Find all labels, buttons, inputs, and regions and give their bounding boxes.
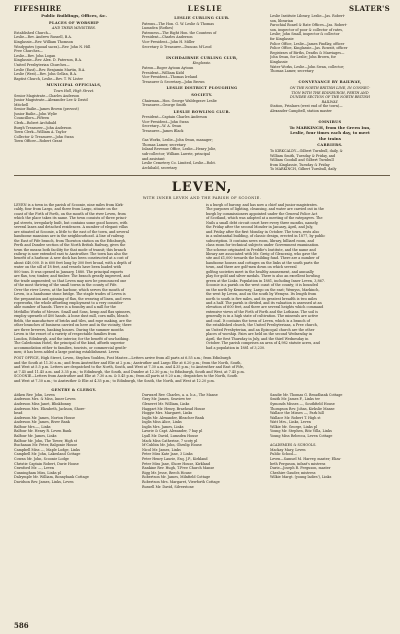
text-line: are three brewers, banking houses. During the summer months <box>14 327 124 332</box>
text-line: London, Edinburgh, and the interior, for the benefit of sea-bathing. <box>14 336 130 341</box>
text-line: about £40,000. It is 600 feet long by 300 feet broad, with a depth of <box>14 260 132 265</box>
text-line: Over the river Leven, at the harbour, which serves the mouth of <box>14 287 125 292</box>
text-line: The Caledonian Hotel, the principal of the kind, affords superior <box>14 341 125 346</box>
text-line: on the north by Kennoway; Largo on the east; Wemyss, Markinch, <box>206 287 320 292</box>
text-line: Clerk—Robert Archibald <box>14 121 57 126</box>
list-item: Watt Mrs., Links, Leven <box>270 420 311 425</box>
text-line: Registrars of Births, Deaths & Marriages— <box>270 50 345 55</box>
text-line: LESLIE DISTRICT PLOUGHING <box>166 86 238 91</box>
text-line: the trade augmented; so that Leven may now be pronounced one <box>14 278 127 283</box>
text-line: Secretary & Treasurer—Duncan M'Leod <box>142 44 212 49</box>
text-line: Senior Bailie—James Brown (provost) <box>14 107 79 112</box>
list-item: Public School— <box>270 452 297 457</box>
text-line: President—Charles Anderson <box>142 35 193 40</box>
text-line: an United Presbyterian, and an Episcopal church are the other <box>206 327 315 332</box>
list-item: Anderson Mr. James, River Bank <box>14 420 70 425</box>
list-item: Young Mr. Stephen, Ritz Villa, Links <box>270 429 332 434</box>
list-item: Wallace Mr. Robert T. High st <box>270 415 321 420</box>
text-line: of Scotland, which was adopted at a meeting of the ratepayers. The <box>206 216 323 221</box>
text-line: Police Office, Leslie—James Findlay, officer <box>270 41 345 46</box>
page-number: 586 <box>14 621 29 630</box>
text-line: the west by Leven, and on the south by Wemyss. Its length from <box>206 292 317 297</box>
text-line: fields, the manufacture of bricks and tiles, and rope making, are the <box>14 318 132 323</box>
list-item: Durie—Joseph R. Ferguson, master <box>270 466 331 471</box>
list-item: Crawford Mr. —, Leven <box>14 466 55 471</box>
text-line: United Presbyterian Churches— <box>14 62 70 67</box>
section-title: Public Buildings, Offices, &c. <box>41 14 107 18</box>
text-line: Burgh Treasurer—John Anderson <box>14 125 72 130</box>
text-line: TION WITH THE EDINBURGH, PERTH AND <box>291 90 369 95</box>
text-line: and Friday after the first Monday in October. The town, rests also <box>206 229 320 234</box>
list-item: Balfour Mr. Henry R. Leven Bank <box>14 429 72 434</box>
list-item: Campbell Mr. John, Lakesland Cottage <box>14 452 81 457</box>
text-line: caldy, four from Largo, and three from Largo, situate on the <box>14 207 118 212</box>
place-subtitle: WITH INNER LEVEN AND THE PARISH OF SCOONIE. <box>142 196 262 200</box>
list-item: Anderson Mrs. & Miss, Inner Leven <box>14 397 76 402</box>
place-title: LEVEN, <box>171 180 233 195</box>
list-item: Rankine Rev. Hugh, T.Free Church Manse <box>142 466 215 471</box>
text-line: John Swan, for Leslie; John Brown, for <box>270 55 336 60</box>
text-line: Scoonie is a parish on the west coast of the county; it is bounded <box>206 283 318 288</box>
list-item: Cunningham Miss, Links pl <box>14 470 61 475</box>
list-item: Balfour Mr. James, Links <box>14 434 57 439</box>
post-line: and West at 7.30 a.m.; to Anstruther & Elie at 4.35 p.m.; to Edinburgh, the South, the North, and West at 12.20 p.m. <box>14 378 215 383</box>
text-line: AND THEIR MINISTERS. <box>52 26 96 31</box>
list-item: Wilkie Margt. (young ladies'), Links <box>270 475 332 480</box>
text-line: green at the Links. Population in 1881, including Inner Leven, 3,867. <box>206 278 325 283</box>
text-line: The purposes of lighting, cleansing, and water are carried out in the <box>206 207 324 212</box>
text-line: Leslie; John Small, inspector & collector <box>270 32 340 37</box>
text-line: golfing societies meet in the healthy amusement, and annually <box>206 269 314 274</box>
list-item: Anderson Mrs. Elizabeth, Jackson, Shore- <box>14 406 86 411</box>
list-item: Cheshire Gauder, mistress <box>270 470 316 475</box>
text-line: MUNICIPAL OFFICIALS, <box>46 83 102 88</box>
list-item: Rigg Mr. Jesse, Beech House <box>142 470 192 475</box>
text-line: Town Officer—Robert Grant <box>14 139 63 144</box>
text-line: is a burgh of barony, and has now a chief and junior magistrates. <box>206 203 318 207</box>
text-line: town, and there are golf-men down on which several <box>206 265 297 270</box>
list-item: Balfour Mrs.—, Links <box>14 424 51 429</box>
text-line: the Friday after the second Monder in January, April, and July, <box>206 225 314 230</box>
top-column-1-lines <box>14 19 134 144</box>
text-line: President—William Kidd <box>142 70 184 75</box>
text-line: Town Hall, High Street. <box>53 88 95 93</box>
top-column-2 <box>142 14 262 172</box>
list-item: Lyall Mr. David, Lumsden House <box>142 434 199 439</box>
text-line: Methilbo Works of Messrs. Small and Sons, hemp and flax spinners, <box>14 309 132 314</box>
text-line: Secretary—W. A. Swan <box>142 124 182 129</box>
text-line: OMNIBUS <box>318 120 342 125</box>
text-line: INCHDAIRNIE CURLING CLUB, <box>166 55 238 60</box>
text-line: site and £1,000 towards the building fund. There are a number of <box>206 256 320 261</box>
list-item: Haggart Mr. Henry, Braehead House <box>142 406 206 411</box>
list-item: Peter Miss Kate Jane, 3 Links <box>142 452 193 457</box>
text-line: Town Clerk—William A. Taylor <box>14 130 67 135</box>
list-item: Peter Miss Jane, Shore House, Kirkland <box>142 461 211 466</box>
text-line: class room for technical subjects under Government examination. <box>206 243 320 248</box>
text-line: Vice-President—John H. Miller <box>142 39 195 44</box>
text-line: 800 tons. It was opened in January, 1880. The principal exports <box>14 269 124 274</box>
top-column-2-lines <box>142 14 262 170</box>
top-column-3-lines <box>270 14 390 172</box>
text-line: Leslie (West)—Rev. John Gellan, B.A. <box>14 72 78 77</box>
text-line: son, inspector of poor & collector of rates, <box>270 27 344 32</box>
description-right <box>206 203 390 354</box>
text-line: Treasurer—James Black <box>142 129 184 134</box>
text-line: Leven is the resort of a variety of respectable families from <box>14 332 117 337</box>
list-item: Sandie Mr. Thomas G. Broadbank Cottage <box>270 392 343 397</box>
section-divider <box>14 175 390 176</box>
text-line: play for gold and silver medals. There is also an excellent bowling <box>206 274 320 279</box>
list-item: Mackay Mary, Leven <box>270 447 306 452</box>
text-line: To MARKINCH, from the Green Inn, <box>289 124 371 130</box>
text-line: the established church, the United Presbyterians, a Free church, <box>206 323 318 328</box>
text-line: Mitchell <box>14 102 29 107</box>
list-item: Nicol Mr. James, Links <box>142 447 181 452</box>
list-item: Wilkie Mr. George, Links pl <box>270 424 318 429</box>
text-line: Patrons—The Hon. G. W. Leslie & Thomas <box>142 21 214 26</box>
text-line: RAILWAY. <box>321 99 339 104</box>
text-line: able number of hands. There is a foundry and a mill for the <box>14 305 116 310</box>
list-item: Robertson Mrs. Margaret, Viewforth Cottage <box>142 480 220 484</box>
text-line: several lanes and detached residences. A number of elegant villas <box>14 225 128 230</box>
header-county: FIFESHIRE <box>14 4 62 13</box>
text-line: are flax, tow, timber, and timber. The branch greatly improved, and <box>14 274 130 279</box>
post-line: and the South at 11.30 a.m.; and from Anstruther and Elie at 2 p.m.; Anstruther and Largo Elie at 6.20 p.m.; from the North, South, <box>14 360 242 365</box>
text-line: Kinglassie—Rev. Alex. D. Paterson, B.A. <box>14 58 82 63</box>
list-item: Inglis Mr. Alexander, Bleacher Bank <box>142 415 204 420</box>
text-line: places of worship. Fairs are held on the second Wednesday in <box>206 332 313 337</box>
text-line: railway is now extended east to Anstruther. The town has also the <box>14 251 128 256</box>
text-line: Senior Magistrate—Charles Anderson <box>14 93 80 98</box>
text-line: CONVEYANCE BY RAILWAY, <box>298 80 362 85</box>
text-line: employ upwards of 400 hands. A bone dust mill, corn mills, bleach <box>14 314 129 319</box>
text-line: accommodation either to families, tourists, or commercial gentle- <box>14 345 127 350</box>
list-item: head <box>14 411 23 416</box>
text-line: extensive views of the Firth of Forth and the Lothians. The soil is <box>206 309 319 314</box>
text-line: are situated at Scoonie, a little to the east of the town, and several <box>14 229 129 234</box>
text-line: Water Works, Leslie—John Swan, collector; <box>270 64 345 69</box>
text-line: the East of Fife branch, from Thornton station on the Edinburgh, <box>14 238 126 243</box>
text-line: other branches of business carried on here and in the vicinity; there <box>14 323 132 328</box>
text-line: Councillors—Fifteen <box>14 116 50 121</box>
text-line: Leslie Institute Library, Leslie—Jas. Robert- <box>270 14 346 18</box>
text-line: Established Church— <box>14 30 52 35</box>
text-line: LEVEN is a town in the parish of Scoonie, nine miles from Kirk- <box>14 203 124 207</box>
directory-page <box>14 4 390 630</box>
text-line: benefit of a harbour. A new dock has been constructed at a cost of <box>14 256 129 261</box>
list-item: Aitken Rev. John, Leven <box>14 392 55 397</box>
text-line: Leslie, four times each day, to meet <box>290 130 370 136</box>
post-line: and West at 5.5 p.m. Letters are despatched to the North, South, and West at 7.30 a.m. and 4.35 p.m.; to Anstruther and East of Fife, <box>14 365 244 370</box>
text-line: Perth and Dundee section of the North British Railway, gives the <box>14 243 126 248</box>
text-line: LESLIE CURLING CLUB. <box>174 16 230 20</box>
post-line: at 7.45 and 11.45 a.m. and 3.35 p.m.; to Edinburgh, the South, and Dundee at 12.30 p.m.; to Edinburgh, South and West, at 7.45 p.m. <box>14 369 245 374</box>
text-line: Junior Magistrate—Alexander Lee & David <box>14 98 88 103</box>
post-line: SCOONIE—Letters from Anstruther and Elie at 7.30 a.m. & 5.45 p.m.; from all parts at 9.20 a.m.; despatches to the North, South <box>14 374 238 379</box>
text-line: Gas Works, Leslie—John Swan, manager; <box>142 138 213 143</box>
list-item: Campbell Miss —, Maple Lodge, Links <box>14 447 81 452</box>
text-line: ON THE NORTH BRITISH LINE, IN CONNEC- <box>289 85 371 90</box>
list-item: Symonds Misses —, Southfield House <box>270 401 335 406</box>
text-line: handsome mansions are in the neighbourhood. A line of railway, <box>14 234 125 239</box>
text-line: library are associated with Mr. Greig of Glencraig, who gave the <box>206 251 317 256</box>
top-column-3 <box>270 14 390 172</box>
text-line: Kinglassie. <box>192 61 212 66</box>
list-item: Anderson Mr. James, Norton House <box>14 415 76 420</box>
text-line: for Kinglassie <box>270 36 294 41</box>
text-line: son, librarian <box>270 18 294 23</box>
list-item: Russell Mr. David, Silverstone <box>142 484 194 489</box>
list-item: Young Miss Rebecca, Leven Cottage <box>270 434 333 439</box>
text-line: Vice-President—Thomas Ireland <box>142 75 198 80</box>
text-line: DUNDEE SECTION OF THE NORTH BRITISH <box>290 95 370 100</box>
list-item: Davidson Rev. James, Links, Leven <box>14 480 74 484</box>
list-item: beth Ferguson, infant's mistress <box>270 461 326 466</box>
text-line: the trains <box>319 135 341 141</box>
text-line: Vice-President—John Swan <box>142 119 189 124</box>
text-line: in a substantial building, of classic design, erected in 1877, by public <box>206 234 326 239</box>
text-line: LESLIE BOWLING CLUB. <box>173 109 231 114</box>
text-line: Kinglassie <box>270 59 288 64</box>
list-item: Peter Henry Laurie, Esq. J.P., Kirkland <box>142 457 208 462</box>
text-line: Police Office, Kinglassie—Jas. Rowatt, officer <box>270 46 348 51</box>
text-line <box>270 74 390 79</box>
text-line: of the most thriving of the small towns in the county of Fife. <box>14 283 118 288</box>
list-item: Durward Rev. Charles, a. a. b.a., The Manse <box>142 392 218 397</box>
text-line: burgh by commissioners appointed under the General Police Act <box>206 211 318 216</box>
list-item: Inglis Mrs. James, Links <box>142 424 184 429</box>
list-item: ACADEMIES & SCHOOLS. <box>270 443 317 448</box>
list-item: Anderson Miss Janet, Blinkbonny <box>14 401 72 406</box>
header-publisher: SLATER'S <box>349 4 390 13</box>
text-line: Station, Prinlaws (west end of the town)— <box>270 104 343 109</box>
text-line: ropeworks, the whole affording employment to a very consider- <box>14 300 124 305</box>
list-item: Cowan Mr. John, Scoonie Lodge <box>14 457 69 462</box>
text-line: Windygates (quoad sacra)—Rev. John N. Hill <box>14 44 91 49</box>
list-item: M'Cubbin Mr. John, Ghrulip House <box>142 443 202 448</box>
list-item: Hoggie Mrs. Margaret, Links <box>142 411 193 416</box>
description-columns <box>14 203 390 354</box>
text-line: Kinglassie—Rev. William Thomson <box>14 39 74 44</box>
text-line: Treasurer & Secretary—John Brown <box>142 79 205 84</box>
text-line <box>270 113 390 118</box>
text-line: Leslie Cemetery Co. Limited, Leslie—Robt. <box>142 161 216 166</box>
gentry-column-3 <box>270 393 390 489</box>
list-item: Wallace the Misses —, Park hill <box>270 411 324 416</box>
text-line: Alexander Campbell, station master <box>270 108 332 113</box>
text-line: The scheme originated in Freddie's Institute, and the name and <box>206 247 316 252</box>
text-line: Thomas Lamer, secretary <box>270 69 314 74</box>
text-line: Thomas Lamer, secretary <box>142 142 186 147</box>
text-line: Patron—Roger Aytoun Aytoun <box>142 65 194 70</box>
text-line: the preparation and spinning of flax, the weaving of linen, and even <box>14 296 131 301</box>
text-line: Leslie—Rev. John Logan <box>14 53 56 58</box>
text-line: town the means both facility for that mode of transit; this branch <box>14 247 127 252</box>
text-line: To KIRKCALDY—Gilbert Turnbull, daily, & <box>270 149 343 154</box>
list-item: Dalrymple Mr. William, Bonnybank Cottage <box>14 475 89 480</box>
list-item: Buchanan Mr. Peter, Balgonie House <box>14 443 78 448</box>
text-line: Parochial Board & Rate Offices—Jas. Robert- <box>270 23 348 28</box>
text-line: Baptist Church, Leslie—Rev. T. W. Lister <box>14 76 83 81</box>
text-line: Leslie—Rev. Andrew Russell, B.A. <box>14 35 72 40</box>
text-line: PLACES OF WORSHIP <box>48 20 100 25</box>
list-headings <box>14 385 390 393</box>
text-line: and coal. It contains the town of Leven, which is a branch of <box>206 318 310 323</box>
post-line: POST OFFICE, High Street, Leven, Stephen Youlden, Post Master.—Letters arrive from all parts at 6.55 a.m.; from Edinburgh <box>14 356 231 361</box>
list-item: Gleneret Mr. William, Links <box>142 401 190 406</box>
text-line: October. The parish comprises an area of 4,982 statute acres, and <box>206 341 320 346</box>
text-line: which the place takes its name. The town consists of three princi- <box>14 216 128 221</box>
text-line: William Smith, Tuesday & Friday, and <box>270 153 336 158</box>
text-line: from Kinglassie, Tuesday & Friday <box>270 162 330 167</box>
text-line: Free Churches— <box>14 49 43 54</box>
text-line: Lumsden (Rothes) <box>142 26 174 31</box>
text-line: Inland Revenue Office, Leslie—Henry Jolie, <box>142 147 217 152</box>
text-line: SOCIETY. <box>191 92 213 97</box>
text-line: April, the first Thursday in July, and the third Wednesday in <box>206 336 309 341</box>
text-line: sub-collector; William Lawrie, principal <box>142 152 210 157</box>
top-columns <box>14 14 390 172</box>
list-item: Gray Mr. James, Seaview ter <box>142 397 192 402</box>
text-line: Leven, is a handsome stone bridge. The staple trades of Leven is <box>14 292 126 297</box>
text-line: Junior Bailie—John Wylie <box>14 111 58 116</box>
list-item: Robertson Mr. James, Milnfield Cottage <box>142 475 211 480</box>
text-line: generally is in a high state of cultivation. The minerals are active <box>206 314 319 319</box>
text-line: subscription. It contains news room, library, billiard room, and <box>206 238 314 243</box>
text-line: Collector & Treasurer—John Swan <box>14 134 74 139</box>
text-line: Treasurer—George Smith <box>142 103 187 108</box>
text-line: men; it has been added a large posting establishment. Leven <box>14 349 119 354</box>
text-line: water on the sill of 18 feet, and vessels have been loaded with <box>14 265 122 270</box>
list-item: Lawrie & Capt. Alexander, 7 bay pl <box>142 429 203 434</box>
text-line: Leslie (East)—Rev. Benjamin Martin, B.A. <box>14 67 86 72</box>
text-line: had a population in 1881 of 3,230. <box>206 345 266 350</box>
gentry-column-1 <box>14 393 134 489</box>
running-header <box>14 4 390 14</box>
gentry-column-2 <box>142 393 262 489</box>
list-item: Thompson Rev. Johns, Kirkslie Manse <box>270 406 335 411</box>
list-heading-gentry: GENTRY & CLERGY. <box>51 388 97 393</box>
text-line: Chairman—Hon. George Waldegrave Leslie <box>142 98 217 103</box>
text-line: William Goodall and Gilbert Turnbull <box>270 158 334 163</box>
gentry-list <box>14 393 390 489</box>
text-line: pal streets, irregularly built, but contains some good houses, with <box>14 220 128 225</box>
list-item: Leven—Samuel M. Harvey, master; Eliza- <box>270 457 342 462</box>
text-line: coast of the Firth of Forth, on the mouth of the river Leven, from <box>14 211 126 216</box>
text-line: handsome houses and cottages on the links at the south parts the <box>206 260 320 265</box>
text-line: Nuils a small debt circuit court here every three months, namely, <box>206 220 319 225</box>
text-line: CARRIERS. <box>317 143 343 148</box>
top-column-1 <box>14 14 134 172</box>
text-line: Archibald, secretary <box>142 165 178 170</box>
list-item: Mack Miss Catherine, 7 scoty pl <box>142 438 198 443</box>
list-item: Smith Mr. James F., Links ter <box>270 397 320 402</box>
text-line: north to south is five miles, and its greatest breadth is two miles <box>206 296 318 301</box>
text-line: and assistant <box>142 156 165 161</box>
text-line: President—Captain Charles Anderson <box>142 115 208 120</box>
header-town: LESLIE <box>187 4 223 13</box>
list-item: Inglis Miss Alice, Links <box>142 420 182 425</box>
text-line: Patroness—The Right Hon. the Countess of <box>142 30 217 35</box>
text-line: To MARKINCH, Gilbert Turnbull, daily <box>270 167 337 172</box>
description-left <box>14 203 198 354</box>
list-item: Balfour Mr. John, The Tower, High st <box>14 438 78 443</box>
post-office-notice <box>14 356 390 383</box>
text-line: and a half. The parish is divided, and its valuation is assessed at an <box>206 300 322 305</box>
text-line: elevation of 600 feet, and there are several heights which command <box>206 305 324 310</box>
list-item: Christie Captain Robert, Durie House <box>14 461 79 466</box>
text-line <box>142 49 262 54</box>
